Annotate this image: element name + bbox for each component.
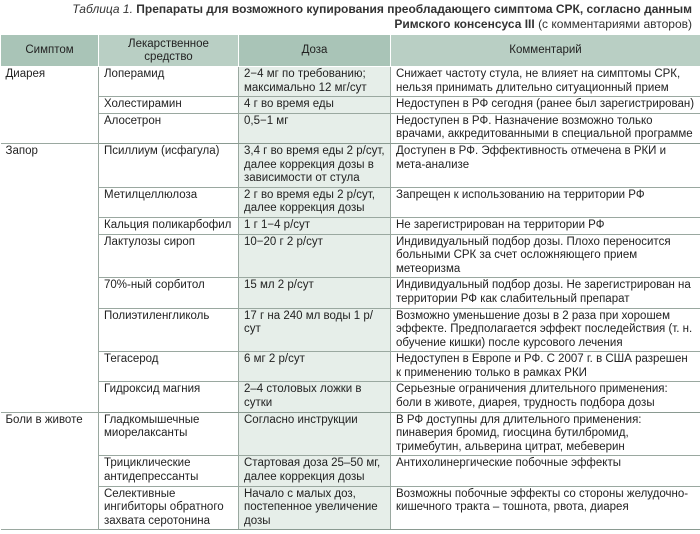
table-row: [1, 187, 700, 217]
drug-cell: Лактулозы сироп: [99, 234, 239, 278]
table-row: [1, 412, 700, 456]
comment-cell: Снижает частоту стула, не влияет на симптомы СРК, нельзя принимать длительно ситуационный прием: [391, 67, 700, 97]
dose-cell: 4 г во время еды: [239, 97, 391, 114]
header-comment: Комментарий: [391, 35, 700, 67]
table-row: [1, 97, 700, 114]
comment-cell: Недоступен в РФ. Назначение возможно только врачами, аккредитованными в специальной программе: [391, 113, 700, 143]
comment-cell: Индивидуальный подбор дозы. Не зарегистрирован на территории РФ как слабительный препарат: [391, 278, 700, 308]
caption-note: (с комментариями авторов): [538, 17, 692, 31]
dose-cell: 0,5−1 мг: [239, 113, 391, 143]
drug-cell: Алосетрон: [99, 113, 239, 143]
comment-cell: В РФ доступны для длительного применения: пинаверия бромид, гиосцина бутилбромид, тримебутин, альверина цитрат, мебеверин: [391, 412, 700, 456]
dose-cell: 2−4 мг по требованию; максимально 12 мг/сут: [239, 67, 391, 97]
header-row: [1, 35, 700, 67]
header-drug: Лекарственное средство: [99, 35, 239, 67]
dose-cell: 6 мг 2 р/сут: [239, 352, 391, 382]
table-row: [1, 382, 700, 412]
table-row: [1, 308, 700, 352]
table-body: [1, 67, 700, 530]
table-row: [1, 486, 700, 530]
dose-cell: Стартовая доза 25–50 мг, далее коррекция дозы: [239, 456, 391, 486]
comment-cell: Возможно уменьшение дозы в 2 раза при хорошем эффекте. Предполагается эффект последействия (т. н. обучение кишки) после курсового лечения: [391, 308, 700, 352]
comment-cell: Запрещен к использованию на территории РФ: [391, 187, 700, 217]
symptom-cell: Боли в животе: [1, 412, 99, 530]
comment-cell: Серьезные ограничения длительного применения: боли в животе, диарея, трудность подбора дозы: [391, 382, 700, 412]
comment-cell: Возможны побочные эффекты со стороны желудочно-кишечного тракта – тошнота, рвота, диарея: [391, 486, 700, 530]
drug-cell: Холестирамин: [99, 97, 239, 114]
dose-cell: 1 г 1−4 р/сут: [239, 217, 391, 234]
table-row: [1, 217, 700, 234]
drug-cell: Лоперамид: [99, 67, 239, 97]
symptom-cell: Диарея: [1, 67, 99, 144]
comment-cell: Не зарегистрирован на территории РФ: [391, 217, 700, 234]
table-caption: [0, 0, 700, 34]
drug-cell: Гладкомышечные миорелаксанты: [99, 412, 239, 456]
header-dose: Доза: [239, 35, 391, 67]
dose-cell: 17 г на 240 мл воды 1 р/сут: [239, 308, 391, 352]
drug-cell: Кальция поликарбофил: [99, 217, 239, 234]
caption-label: Таблица 1.: [72, 2, 133, 16]
table-row: [1, 456, 700, 486]
dose-cell: Согласно инструкции: [239, 412, 391, 456]
comment-cell: Недоступен в Европе и РФ. С 2007 г. в США разрешен к применению только в рамках РКИ: [391, 352, 700, 382]
table-row: [1, 113, 700, 143]
drug-cell: Псиллиум (исфагула): [99, 143, 239, 187]
dose-cell: 2 г во время еды 2 р/сут, далее коррекция дозы: [239, 187, 391, 217]
drug-table: [0, 34, 700, 530]
header-symptom: Симптом: [1, 35, 99, 67]
drug-cell: 70%-ный сорбитол: [99, 278, 239, 308]
dose-cell: 3,4 г во время еды 2 р/сут, далее коррекция дозы в зависимости от стула: [239, 143, 391, 187]
table-row: [1, 143, 700, 187]
comment-cell: Доступен в РФ. Эффективность отмечена в РКИ и мета-анализе: [391, 143, 700, 187]
symptom-cell: Запор: [1, 143, 99, 412]
drug-cell: Полиэтиленгликоль: [99, 308, 239, 352]
caption-title: Препараты для возможного купирования преобладающего симптома СРК, согласно данным Римского консенсуса III: [136, 2, 692, 31]
dose-cell: 15 мл 2 р/сут: [239, 278, 391, 308]
drug-cell: Трициклические антидепрессанты: [99, 456, 239, 486]
table-row: [1, 352, 700, 382]
drug-cell: Селективные ингибиторы обратного захвата серотонина: [99, 486, 239, 530]
drug-cell: Гидроксид магния: [99, 382, 239, 412]
table-row: [1, 234, 700, 278]
dose-cell: Начало с малых доз, постепенное увеличение дозы: [239, 486, 391, 530]
comment-cell: Индивидуальный подбор дозы. Плохо переносится больными СРК за счет осложняющего прием метеоризма: [391, 234, 700, 278]
table-row: [1, 278, 700, 308]
dose-cell: 2–4 столовых ложки в сутки: [239, 382, 391, 412]
comment-cell: Недоступен в РФ сегодня (ранее был зарегистрирован): [391, 97, 700, 114]
drug-cell: Метилцеллюлоза: [99, 187, 239, 217]
dose-cell: 10−20 г 2 р/сут: [239, 234, 391, 278]
table-row: [1, 67, 700, 97]
drug-cell: Тегасерод: [99, 352, 239, 382]
comment-cell: Антихолинергические побочные эффекты: [391, 456, 700, 486]
